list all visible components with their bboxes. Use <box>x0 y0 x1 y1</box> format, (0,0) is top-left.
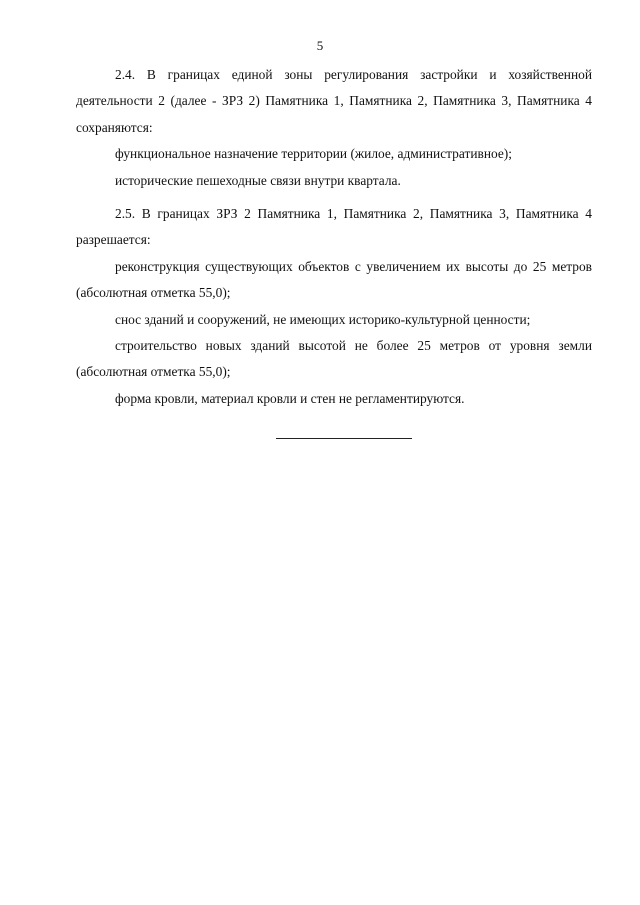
paragraph-2-5-intro: 2.5. В границах ЗРЗ 2 Памятника 1, Памятника 2, Памятника 3, Памятника 4 разрешается: <box>76 206 592 248</box>
list-item-pedestrian-links: исторические пешеходные связи внутри квартала. <box>115 172 401 188</box>
paragraph-2-4-intro: 2.4. В границах единой зоны регулирования застройки и хозяйственной деятельности 2 (далее - ЗРЗ 2) Памятника 1, Памятника 2, Памятника 3, Памятника 4 сохраняются: <box>76 67 592 135</box>
end-divider-line <box>276 438 412 439</box>
document-body <box>76 62 592 412</box>
list-item-new-construction: строительство новых зданий высотой не более 25 метров от уровня земли (абсолютная отметка 55,0); <box>76 338 592 380</box>
list-item-demolition: снос зданий и сооружений, не имеющих историко-культурной ценности; <box>115 311 531 327</box>
list-item-roof-form: форма кровли, материал кровли и стен не регламентируются. <box>115 390 465 406</box>
list-item-functional-purpose: функциональное назначение территории (жилое, административное); <box>115 146 512 162</box>
list-item-reconstruction: реконструкция существующих объектов с увеличением их высоты до 25 метров (абсолютная отметка 55,0); <box>76 258 592 301</box>
page-number: 5 <box>316 38 324 53</box>
